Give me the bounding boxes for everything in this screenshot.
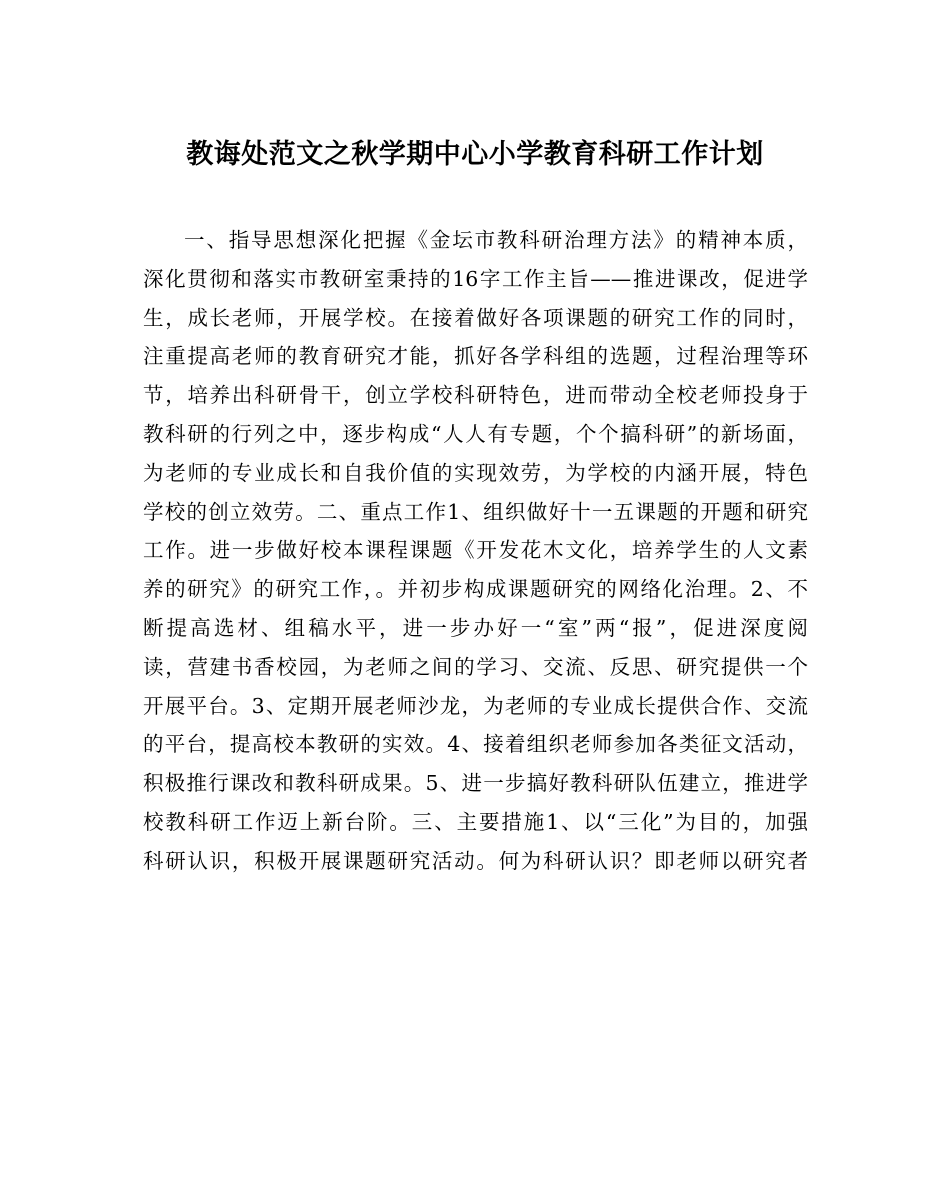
- paragraph-line: 为老师的专业成长和自我价值的实现效劳，为学校的内涵开展，特色: [143, 460, 808, 485]
- paragraph-line: 工作。进一步做好校本课程课题《开发花木文化，培养学生的人文素: [143, 538, 808, 563]
- paragraph-line: 读，营建书香校园，为老师之间的学习、交流、反思、研究提供一个: [143, 654, 808, 679]
- paragraph-line: 开展平台。3、定期开展老师沙龙，为老师的专业成长提供合作、交流: [143, 693, 808, 718]
- paragraph-line: 深化贯彻和落实市教研室秉持的16字工作主旨——推进课改，促进学: [143, 266, 808, 291]
- paragraph-line: 积极推行课改和教科研成果。5、进一步搞好教科研队伍建立，推进学: [143, 771, 808, 796]
- document-body: [143, 221, 808, 881]
- paragraph-line: 教科研的行列之中，逐步构成“人人有专题，个个搞科研”的新场面，: [143, 421, 808, 446]
- paragraph-line: 注重提高老师的教育研究才能，抓好各学科组的选题，过程治理等环: [143, 344, 808, 369]
- paragraph-line: 一、指导思想深化把握《金坛市教科研治理方法》的精神本质，: [184, 228, 808, 252]
- paragraph-line: 生，成长老师，开展学校。在接着做好各项课题的研究工作的同时，: [143, 305, 808, 330]
- paragraph-line: 养的研究》的研究工作，。并初步构成课题研究的网络化治理。2、不: [143, 577, 808, 602]
- paragraph-line: 学校的创立效劳。二、重点工作1、组织做好十一五课题的开题和研究: [143, 499, 808, 524]
- document-title: 教诲处范文之秋学期中心小学教育科研工作计划: [186, 139, 764, 170]
- paragraph-line: 断提高选材、组稿水平，进一步办好一“室”两“报”，促进深度阅: [143, 615, 808, 640]
- paragraph-line: 科研认识，积极开展课题研究活动。何为科研认识？即老师以研究者: [143, 848, 808, 873]
- paragraph-line: 节，培养出科研骨干，创立学校科研特色，进而带动全校老师投身于: [143, 383, 808, 408]
- paragraph-line: 的平台，提高校本教研的实效。4、接着组织老师参加各类征文活动，: [143, 732, 808, 757]
- paragraph-line: 校教科研工作迈上新台阶。三、主要措施1、以“三化”为目的，加强: [143, 809, 808, 834]
